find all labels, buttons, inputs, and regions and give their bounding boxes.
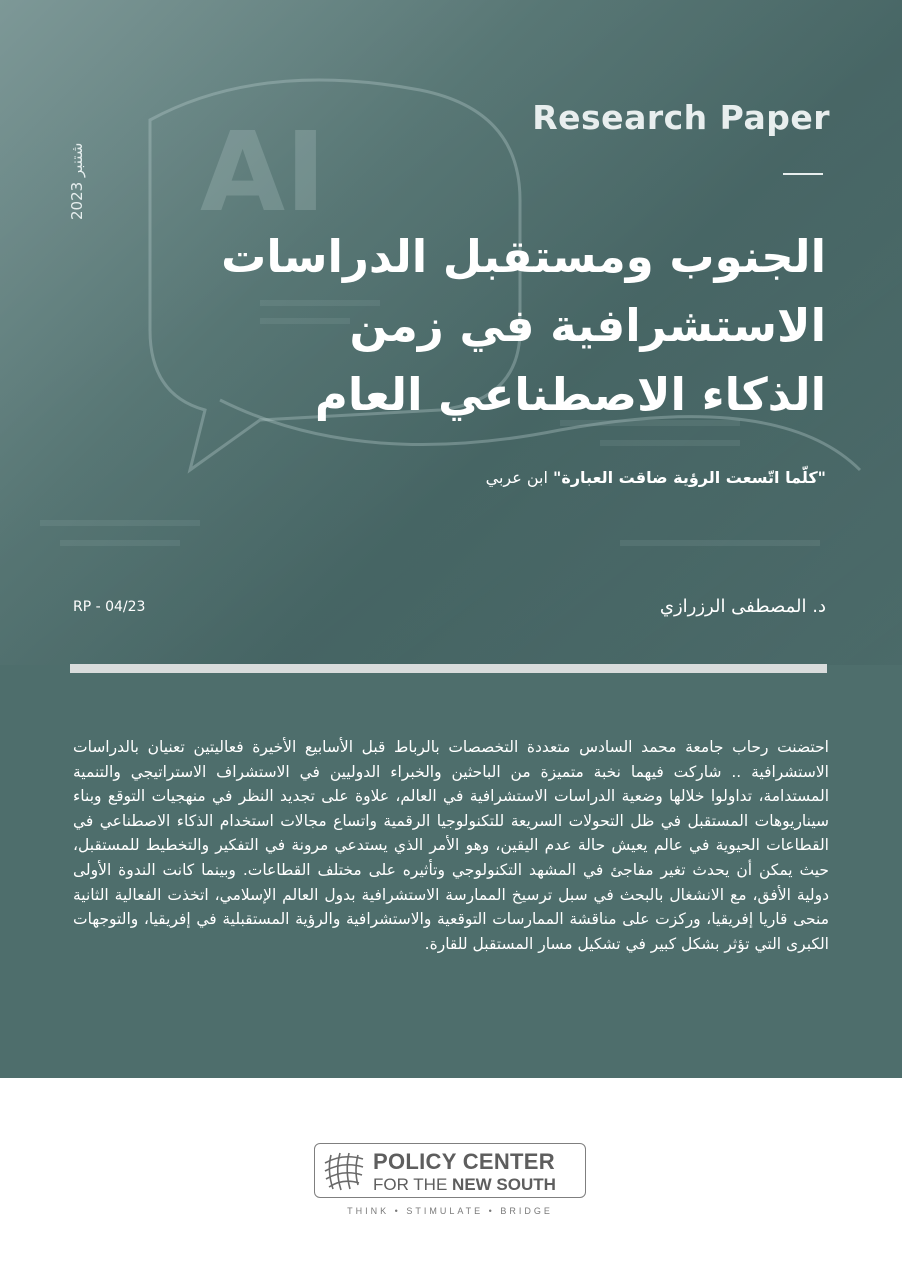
logo-line-1: POLICY CENTER	[373, 1149, 555, 1174]
series-label: Research Paper	[532, 98, 830, 137]
title-line-1: الجنوب ومستقبل الدراسات	[221, 230, 826, 283]
logo-line-2	[373, 1175, 556, 1195]
epigraph-author: ابن عربي	[485, 468, 548, 487]
date-text: 2023 شتنبر	[68, 142, 86, 220]
page-title	[146, 222, 826, 429]
title-divider	[783, 173, 823, 175]
logo-line-2-bold: NEW SOUTH	[452, 1175, 556, 1194]
author-name: د. المصطفى الرزرازي	[659, 596, 826, 617]
publication-date	[40, 40, 86, 220]
paper-id: RP - 04/23	[73, 599, 146, 615]
policy-center-logo	[314, 1143, 586, 1198]
epigraph	[486, 468, 826, 487]
logo-line-2-prefix: FOR THE	[373, 1175, 448, 1194]
epigraph-text: "كلّما اتّسعت الرؤية ضاقت العبارة"	[553, 468, 826, 487]
logo-tagline: THINK • STIMULATE • BRIDGE	[347, 1206, 553, 1216]
title-line-3: الذكاء الاصطناعي العام	[314, 368, 826, 421]
section-separator	[70, 664, 827, 673]
ai-watermark-letters: AI	[200, 108, 327, 236]
summary-paragraph: احتضنت رحاب جامعة محمد السادس متعددة التخصصات بالرباط قبل الأسابيع الأخيرة فعاليتين تعنيان بالدراسات الاستشرافية .. شاركت فيهما نخبة متميزة من الباحثين والخبراء الدوليين في الاستشراف الاستراتيجي والتنمية المستدامة، تداولوا خلالها وضعية الدراسات الاستشرافية في العالم، علاوة على تجديد النظر في منهجيات التوقع وبناء سيناريوهات المستقبل في ظل التحولات السريعة للتكنولوجيا الرقمية واتساع مجالات استخدام الذكاء الاصطناعي في القطاعات الحيوية في عالم يعيش حالة عدم اليقين، وهو الأمر الذي يستدعي مرونة في التفكير والتخطيط للمستقبل، حيث يمكن أن يحدث تغير مفاجئ في المشهد التكنولوجي وتأثيره على مختلف القطاعات. وبينما كانت الندوة الأولى دولية الأفق، مع الانشغال بالبحث في سبل ترسيخ الممارسة الاستشرافية بدول العالم الإسلامي، اتخذت الفعالية الثانية منحى قاريا إفريقيا، وركزت على مناقشة الممارسات التوقعية والاستشرافية والرؤية المستقبلية في إفريقيا، والتوجهات الكبرى التي تؤثر بشكل كبير في تشكيل مسار المستقبل للقارة.	[73, 738, 829, 953]
title-line-2: الاستشرافية في زمن	[349, 299, 826, 352]
globe-grid-icon	[321, 1149, 367, 1193]
